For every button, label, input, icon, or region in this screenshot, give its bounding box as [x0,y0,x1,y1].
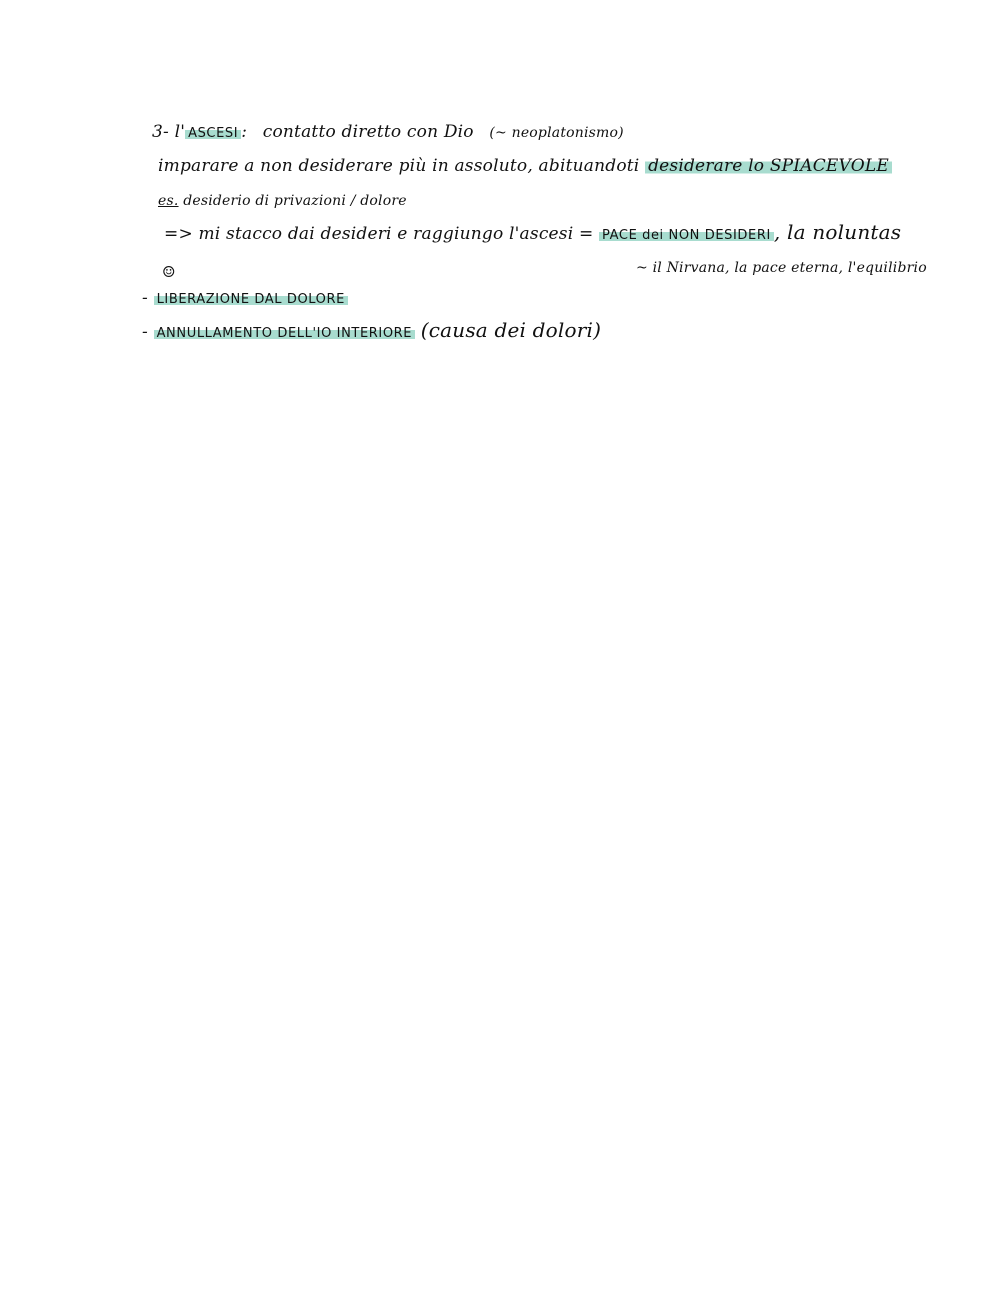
note-line-nirvana [636,258,927,278]
smile-icon: ☺ [162,263,176,281]
highlight-annullamento: ANNULLAMENTO DELL'IO INTERIORE [154,326,416,341]
dash: - [142,322,148,342]
note-line-ascesi [152,122,624,144]
highlight-pace: PACE dei NON DESIDERI [599,228,774,243]
causa-dolori-text: (causa dei dolori) [420,318,602,342]
nirvana-text: ~ il Nirvana, la pace eterna, l'equilibrio [636,260,927,276]
note-line-annullamento [142,320,601,344]
neoplatonism-note: (~ neoplatonismo) [489,125,624,141]
item-number: 3- l' [152,122,186,142]
dash: - [142,288,148,308]
note-line-liberazione [142,288,348,310]
note-line-stacco [164,222,901,246]
example-label: es. [158,193,179,209]
note-line-example [158,191,407,211]
highlight-liberazione: LIBERAZIONE DAL DOLORE [154,292,348,307]
note-line-imparare [158,156,892,176]
ascesi-definition: contatto diretto con Dio [262,122,474,142]
imparare-text: imparare a non desiderare più in assoluto, abituandoti [158,156,640,176]
noluntas-text: , la noluntas [773,220,902,244]
example-text: desiderio di privazioni / dolore [183,193,407,209]
highlight-spiacevole: desiderare lo SPIACEVOLE [645,156,892,176]
colon: : [241,122,248,142]
stacco-text: => mi stacco dai desideri e raggiungo l'ascesi = [164,224,594,244]
highlight-ascesi: ASCESI [185,126,241,141]
